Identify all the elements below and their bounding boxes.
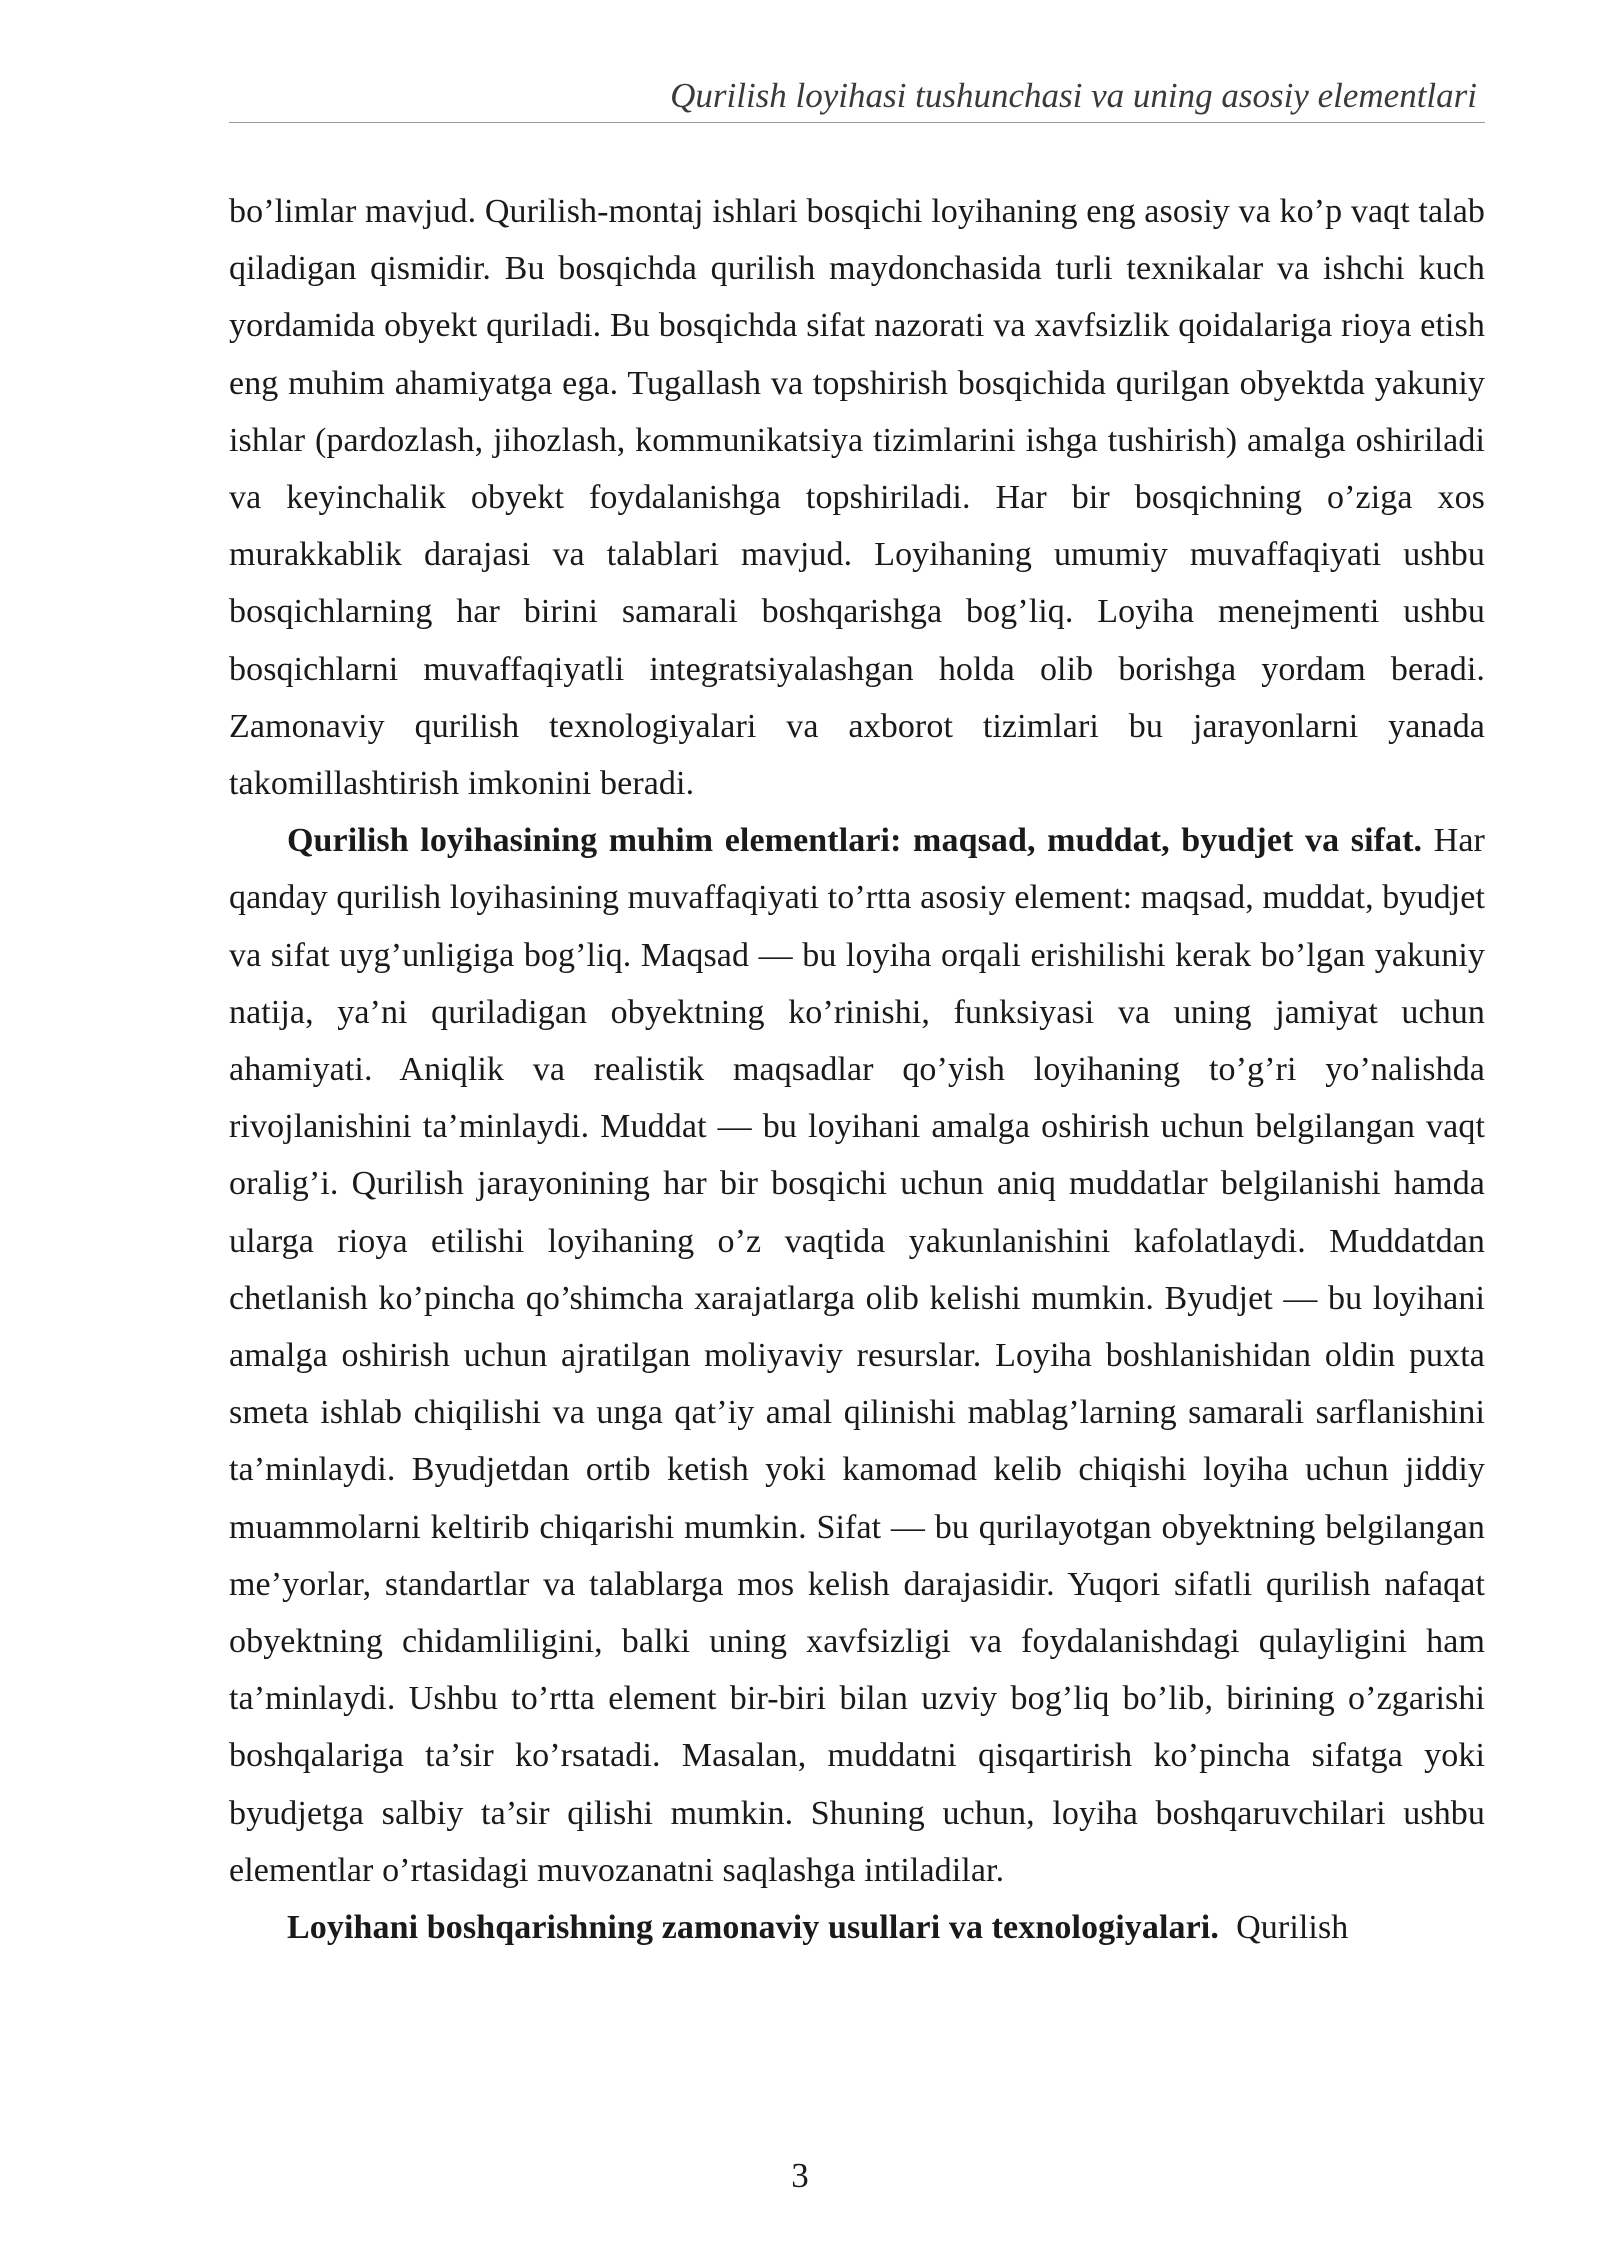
paragraph-1 [229,183,1485,812]
body-text [229,183,1485,1956]
paragraph-2-text: Har qanday qurilish loyihasining muvaffaqiyati to’rtta asosiy element: maqsad, muddat, byudjet va sifat uyg’unligiga bog’liq. Maqsad — bu loyiha orqali erishilishi kerak bo’lgan yakuniy natija, ya’ni quriladigan obyektning ko’rinishi, funksiyasi va uning jamiyat uchun ahamiyati. Aniqlik va realistik maqsadlar qo’yish loyihaning to’g’ri yo’nalishda rivojlanishini ta’minlaydi. Muddat — bu loyihani amalga oshirish uchun belgilangan vaqt oralig’i. Qurilish jarayonining har bir bosqichi uchun aniq muddatlar belgilanishi hamda ularga rioya etilishi loyihaning o’z vaqtida yakunlanishini kafolatlaydi. Muddatdan chetlanish ko’pincha qo’shimcha xarajatlarga olib kelishi mumkin. Byudjet — bu loyihani amalga oshirish uchun ajratilgan moliyaviy resurslar. Loyiha boshlanishidan oldin puxta smeta ishlab chiqilishi va unga qat’iy amal qilinishi mablag’larning samarali sarflanishini ta’minlaydi. Byudjetdan ortib ketish yoki kamomad kelib chiqishi loyiha uchun jiddiy muammolarni keltirib chiqarishi mumkin. Sifat — bu qurilayotgan obyektning belgilangan me’yorlar, standartlar va talablarga mos kelish darajasidir. Yuqori sifatli qurilish nafaqat obyektning chidamliligini, balki uning xavfsizligi va foydalanishdagi qulayligini ham ta’minlaydi. Ushbu to’rtta element bir-biri bilan uzviy bog’liq bo’lib, birining o’zgarishi boshqalariga ta’sir ko’rsatadi. Masalan, muddatni qisqartirish ko’pincha sifatga yoki byudjetga salbiy ta’sir qilishi mumkin. Shuning uchun, loyiha boshqaruvchilari ushbu elementlar o’rtasidagi muvozanatni saqlashga intiladilar. [229,822,1485,1889]
section-heading-methods: Loyihani boshqarishning zamonaviy usullari va texnologiyalari. [287,1909,1219,1947]
page-number: 3 [791,2156,809,2195]
paragraph-1-text: bo’limlar mavjud. Qurilish-montaj ishlari bosqichi loyihaning eng asosiy va ko’p vaqt talab qiladigan qismidir. Bu bosqichda qurilish maydonchasida turli texnikalar va ishchi kuch yordamida obyekt quriladi. Bu bosqichda sifat nazorati va xavfsizlik qoidalariga rioya etish eng muhim ahamiyatga ega. Tugallash va topshirish bosqichida qurilgan obyektda yakuniy ishlar (pardozlash, jihozlash, kommunikatsiya tizimlarini ishga tushirish) amalga oshiriladi va keyinchalik obyekt foydalanishga topshiriladi. Har bir bosqichning o’ziga xos murakkablik darajasi va talablari mavjud. Loyihaning umumiy muvaffaqiyati ushbu bosqichlarning har birini samarali boshqarishga bog’liq. Loyiha menejmenti ushbu bosqichlarni muvaffaqiyatli integratsiyalashgan holda olib borishga yordam beradi. Zamonaviy qurilish texnologiyalari va axborot tizimlari bu jarayonlarni yanada takomillashtirish imkonini beradi. [229,193,1485,803]
section-heading-elements: Qurilish loyihasining muhim elementlari: maqsad, muddat, byudjet va sifat. [287,822,1423,860]
running-header: Qurilish loyihasi tushunchasi va uning asosiy elementlari [670,76,1477,115]
paragraph-2 [229,812,1485,1899]
paragraph-3 [229,1899,1485,1956]
header-rule [229,122,1485,123]
paragraph-3-text: Qurilish [1236,1909,1349,1947]
